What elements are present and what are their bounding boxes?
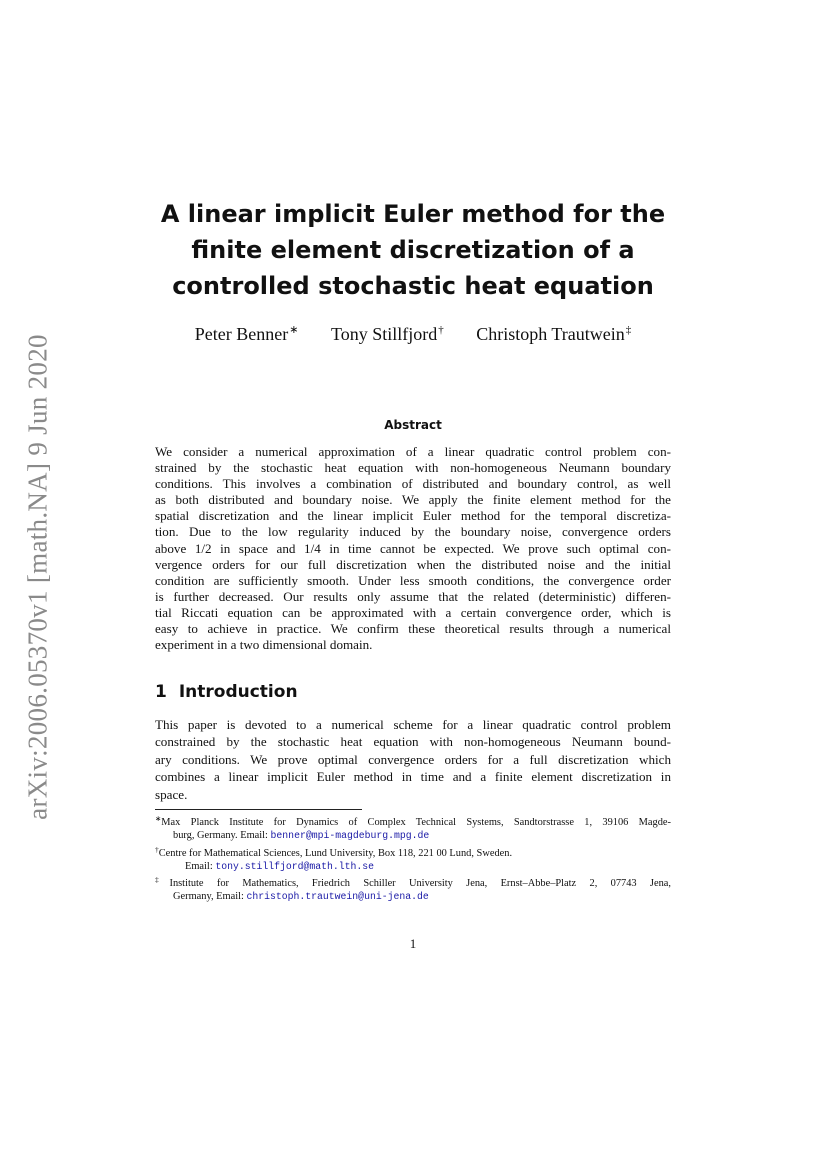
paper-title (130, 196, 696, 304)
abstract-line: spatial discretization and the linear implicit Euler method for the temporal discretiza- (155, 508, 671, 524)
footnote-separator (155, 809, 362, 810)
author-trautwein (476, 318, 631, 346)
abstract-heading: Abstract (384, 418, 442, 432)
abstract-line: vergence orders for our full discretization when the distributed noise and the initial (155, 556, 671, 572)
intro-line: space. (155, 786, 188, 802)
abstract-line: We consider a numerical approximation of a linear quadratic control problem con- (155, 444, 671, 459)
footnote-text: burg, Germany. Email: (173, 830, 271, 842)
footnote-benner (155, 812, 671, 829)
abstract-line: tial Riccati equation can be approximated with a certain convergence order, which is (155, 604, 671, 620)
footnote-benner-cont (155, 829, 671, 842)
abstract-body (155, 444, 671, 653)
section-heading-introduction (155, 682, 298, 702)
footnote-stillfjord (155, 843, 671, 860)
abstract-line: is further decreased. Our results only assume that the related (deterministic) differen- (155, 588, 671, 604)
email-link[interactable]: tony.stillfjord@math.lth.se (215, 860, 375, 872)
footnote-text: Institute for Mathematics, Friedrich Schiller University Jena, Ernst–Abbe–Platz 2, 07743 Jena, (169, 878, 671, 890)
abstract-line: conditions. This involves a combination of distributed and boundary control, as well (155, 476, 671, 492)
footnote-text: Germany, Email: (173, 891, 247, 903)
page-number: 1 (409, 936, 417, 951)
footnote-text: Centre for Mathematical Sciences, Lund University, Box 118, 221 00 Lund, Sweden. (158, 847, 513, 859)
arxiv-identifier-text: arXiv:2006.05370v1 [math.NA] 9 Jun 2020 (22, 334, 53, 820)
author-footnote-mark[interactable]: ∗ (289, 324, 299, 336)
abstract-line: easy to achieve in practice. We confirm these theoretical results through a numerical (155, 621, 671, 637)
title-line: controlled stochastic heat equation (172, 272, 654, 300)
abstract-line: above 1/2 in space and 1/4 in time cannot be expected. We prove such optimal con- (155, 540, 671, 556)
footnote-trautwein-cont (155, 890, 671, 903)
title-line: finite element discretization of a (191, 236, 635, 264)
footnotes (155, 812, 671, 904)
footnote-mark: ‡ (155, 875, 170, 885)
abstract-line: as both distributed and boundary noise. We apply the finite element method for the (155, 492, 671, 508)
author-benner (195, 318, 299, 346)
footnote-text: Max Planck Institute for Dynamics of Complex Technical Systems, Sandtorstrasse 1, 39106 Magde- (161, 817, 671, 828)
abstract-line: tion. Due to the low regularity induced by the boundary noise, convergence orders (155, 524, 671, 540)
intro-line: constrained by the stochastic heat equation with non-homogeneous Neumann bound- (155, 734, 671, 750)
email-link[interactable]: benner@mpi-magdeburg.mpg.de (270, 830, 430, 842)
footnote-mark: † (155, 844, 159, 854)
footnote-text: Email: (185, 860, 216, 872)
footnote-stillfjord-cont (155, 860, 671, 873)
email-link[interactable]: christoph.trautwein@uni-jena.de (246, 891, 429, 903)
introduction-paragraph (155, 716, 671, 803)
abstract-line: strained by the stochastic heat equation with non-homogeneous Neumann boundary (155, 460, 671, 476)
title-line: A linear implicit Euler method for the (160, 200, 666, 228)
author-stillfjord (331, 318, 444, 346)
intro-line: This paper is devoted to a numerical scheme for a linear quadratic control problem (155, 717, 671, 732)
footnote-mark: ∗ (155, 814, 162, 823)
author-name: Tony Stillfjord (330, 324, 438, 344)
abstract-line: condition are sufficiently smooth. Under less smooth conditions, the convergence order (155, 572, 671, 588)
author-list (130, 318, 696, 346)
abstract-line: experiment in a two dimensional domain. (155, 637, 373, 653)
author-footnote-mark[interactable]: † (438, 324, 444, 336)
intro-line: ary conditions. We prove optimal convergence orders for a full discretization which (155, 751, 671, 767)
section-number: 1 (155, 682, 167, 702)
intro-line: combines a linear implicit Euler method in time and a finite element discretization in (155, 769, 671, 785)
author-footnote-mark[interactable]: ‡ (625, 324, 632, 336)
section-title: Introduction (178, 682, 298, 702)
author-name: Christoph Trautwein (476, 324, 625, 344)
footnote-trautwein (155, 873, 671, 890)
author-name: Peter Benner (194, 324, 289, 344)
